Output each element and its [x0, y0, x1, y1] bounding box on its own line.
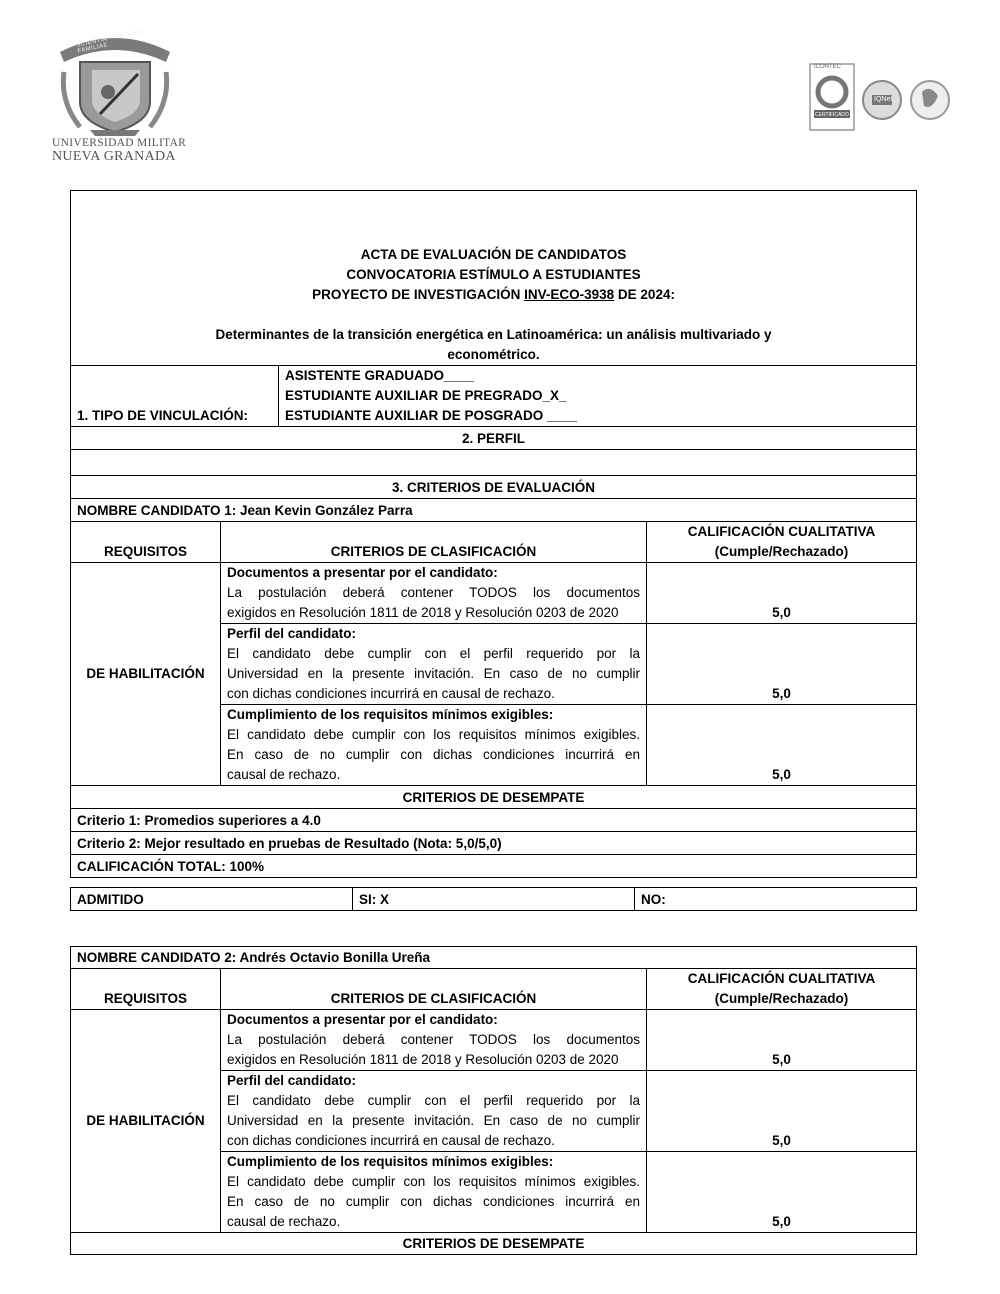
criterion-perfil: Perfil del candidato: El candidato debe cumplir con el perfil requerido por la Universidad en la presente invitación. En caso de no cumplir con dichas condiciones incurrirá en causal de rechazo.: [221, 624, 647, 705]
habilitacion-label: DE HABILITACIÓN: [71, 563, 221, 786]
col-clasificacion-2: CRITERIOS DE CLASIFICACIÓN: [221, 969, 647, 1010]
perfil-label: 2. PERFIL: [71, 427, 917, 450]
candidate1-name: NOMBRE CANDIDATO 1: Jean Kevin González Parra: [71, 499, 917, 522]
evaluation-table-1: [70, 190, 917, 878]
desempate-label: CRITERIOS DE DESEMPATE: [71, 786, 917, 809]
university-name: [52, 137, 186, 163]
criterion-requisitos-minimos-2: Cumplimiento de los requisitos mínimos exigibles: El candidato debe cumplir con los requisitos mínimos exigibles. En caso de no cumplir con dichas condiciones incurrirá en causal de rechazo.: [221, 1152, 647, 1233]
criterion-requisitos-minimos: Cumplimiento de los requisitos mínimos exigibles: El candidato debe cumplir con los requisitos mínimos exigibles. En caso de no cumplir con dichas condiciones incurrirá en causal de rechazo.: [221, 705, 647, 786]
title-line3: PROYECTO DE INVESTIGACIÓN INV-ECO-3938 DE 2024:: [312, 287, 675, 302]
cert-label-iqnet: IQNet: [874, 96, 893, 103]
document-header: [71, 191, 917, 366]
evaluation-table-2: [70, 946, 917, 1255]
project-code: INV-ECO-3938: [524, 287, 615, 302]
title-line2: CONVOCATORIA ESTÍMULO A ESTUDIANTES: [346, 267, 641, 282]
col-clasificacion: CRITERIOS DE CLASIFICACIÓN: [221, 522, 647, 563]
cert-label-certificado: CERTIFICADO: [815, 112, 849, 118]
candidate2-name: NOMBRE CANDIDATO 2: Andrés Octavio Bonilla Ureña: [71, 947, 917, 969]
score-perfil: 5,0: [647, 624, 917, 705]
score-requisitos-minimos-2: 5,0: [647, 1152, 917, 1233]
col-requisitos: REQUISITOS: [71, 522, 221, 563]
vinculacion-label: 1. TIPO DE VINCULACIÓN:: [71, 366, 279, 427]
admitido-label-cell: ADMITIDO: [71, 888, 353, 911]
habilitacion-label-2: DE HABILITACIÓN: [71, 1010, 221, 1233]
criterion-documentos-2: Documentos a presentar por el candidato: La postulación deberá contener TODOS los documentos exigidos en Resolución 1811 de 2018 y Resolución 0203 de 2020: [221, 1010, 647, 1071]
perfil-value: [71, 450, 917, 476]
certification-logos: [806, 62, 956, 137]
criterio2-text: Criterio 2: Mejor resultado en pruebas de Resultado (Nota: 5,0/5,0): [71, 832, 917, 855]
university-line2: NUEVA GRANADA: [52, 149, 176, 164]
score-requisitos-minimos: 5,0: [647, 705, 917, 786]
score-documentos-2: 5,0: [647, 1010, 917, 1071]
criterion-perfil-2: Perfil del candidato: El candidato debe cumplir con el perfil requerido por la Universidad en la presente invitación. En caso de no cumplir con dichas condiciones incurrirá en causal de rechazo.: [221, 1071, 647, 1152]
title-line1: ACTA DE EVALUACIÓN DE CANDIDATOS: [360, 247, 627, 262]
admitido-si-cell: SI: X: [353, 888, 635, 911]
criterion-documentos: Documentos a presentar por el candidato: La postulación deberá contener TODOS los documentos exigidos en Resolución 1811 de 2018 y Resolución 0203 de 2020: [221, 563, 647, 624]
col-cualitativa-2: CALIFICACIÓN CUALITATIVA (Cumple/Rechazado): [647, 969, 917, 1010]
cert-label-icontec: ICONTEC: [814, 64, 841, 70]
score-documentos: 5,0: [647, 563, 917, 624]
col-requisitos-2: REQUISITOS: [71, 969, 221, 1010]
vinculacion-options: [279, 366, 917, 427]
motto-text: SCIENTIA · PATRIAE · FAMILIAE: [75, 28, 147, 55]
criterios-label: 3. CRITERIOS DE EVALUACIÓN: [71, 476, 917, 499]
option-auxiliar-pregrado: ESTUDIANTE AUXILIAR DE PREGRADO_X_: [285, 388, 567, 403]
university-line1: UNIVERSIDAD MILITAR: [52, 137, 187, 149]
score-perfil-2: 5,0: [647, 1071, 917, 1152]
desempate-label-2: CRITERIOS DE DESEMPATE: [71, 1233, 917, 1255]
calificacion-total: CALIFICACIÓN TOTAL: 100%: [71, 855, 917, 878]
project-title: Determinantes de la transición energética en Latinoamérica: un análisis multivariado y econométrico.: [215, 327, 772, 362]
admitido-row: [70, 887, 917, 911]
col-cualitativa: CALIFICACIÓN CUALITATIVA (Cumple/Rechazado): [647, 522, 917, 563]
criterio1-text: Criterio 1: Promedios superiores a 4.0: [71, 809, 917, 832]
option-auxiliar-posgrado: ESTUDIANTE AUXILIAR DE POSGRADO ____: [285, 408, 578, 423]
admitido-no-cell: NO:: [635, 888, 917, 911]
option-asistente-graduado: ASISTENTE GRADUADO____: [285, 368, 475, 383]
